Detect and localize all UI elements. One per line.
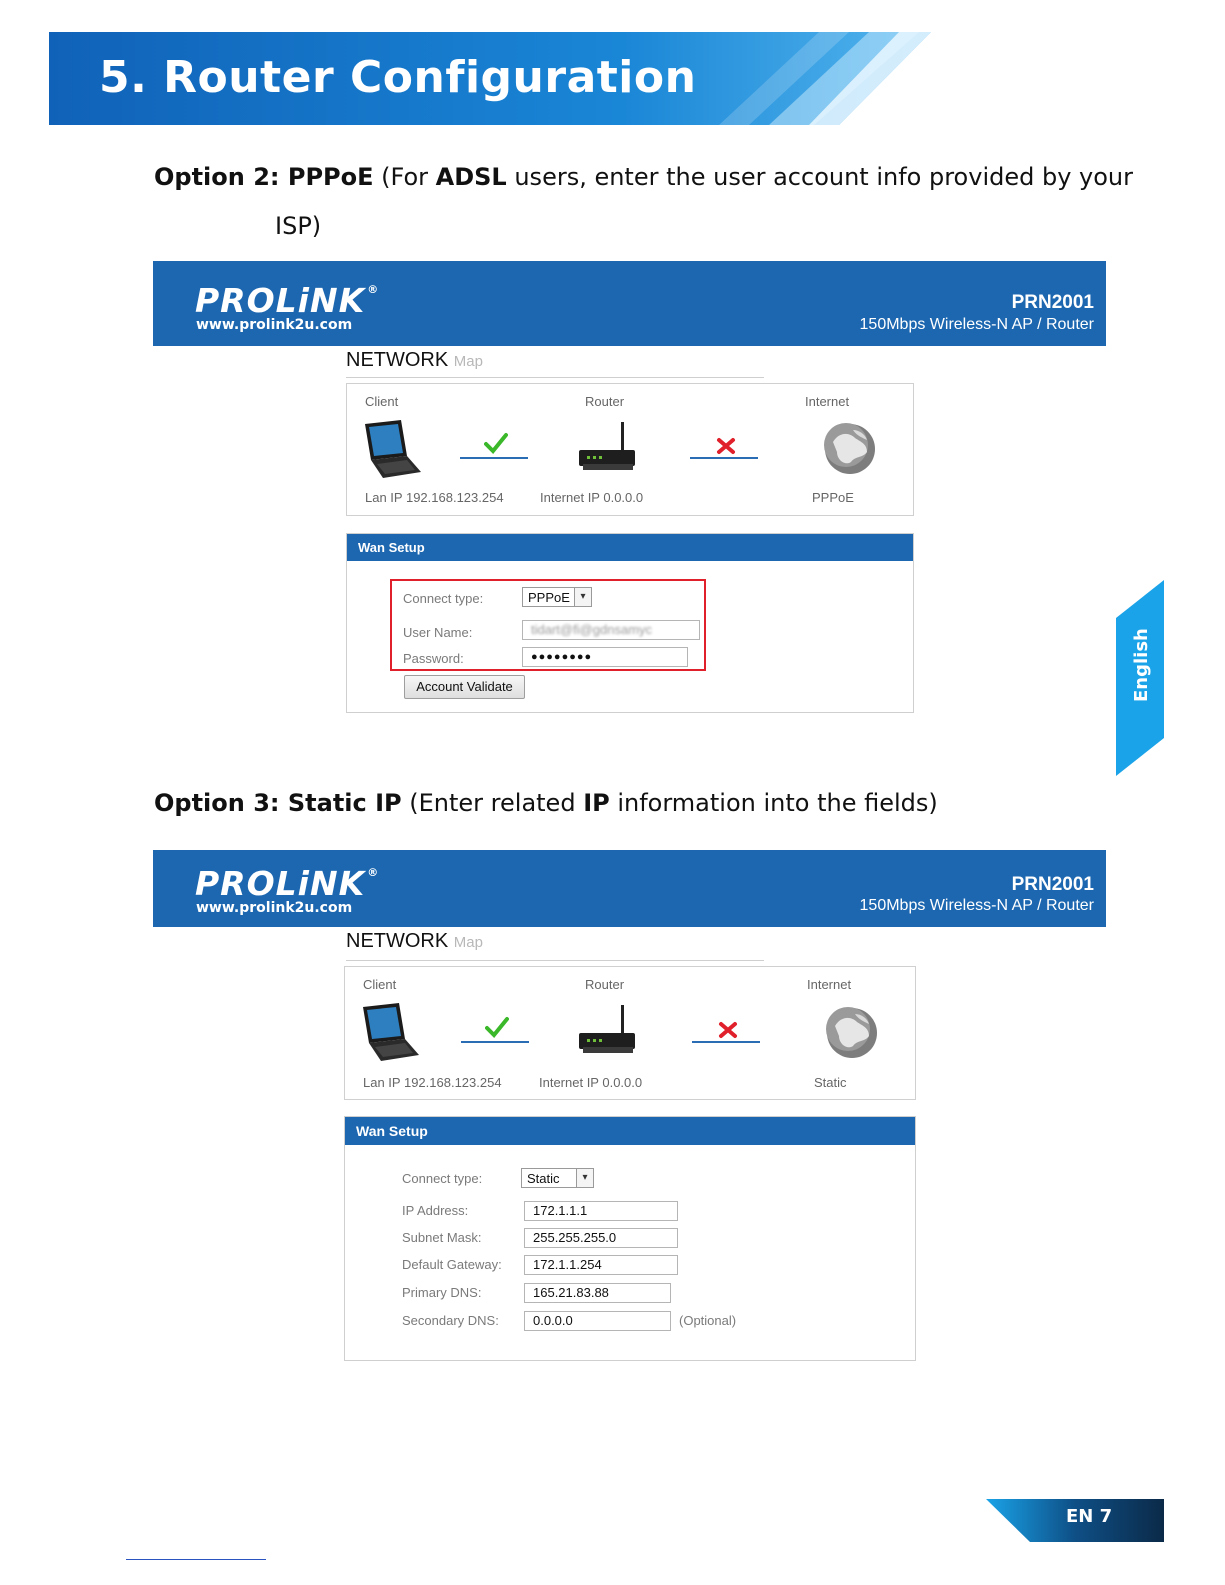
optional-note: (Optional) — [679, 1313, 737, 1328]
prolink-logo — [195, 281, 379, 320]
client-router-link — [460, 457, 528, 459]
globe-icon — [823, 422, 877, 476]
default-gateway-input[interactable]: 172.1.1.254 — [524, 1255, 678, 1275]
section-banner — [49, 32, 931, 125]
cross-icon — [716, 437, 736, 455]
router-label: Router — [585, 977, 625, 992]
option3-ip: IP — [583, 789, 610, 817]
network-word: NETWORK — [346, 349, 449, 371]
network-map — [346, 383, 914, 516]
lan-ip: Lan IP 192.168.123.254 — [365, 490, 504, 505]
language-label: English — [1131, 628, 1152, 702]
model-name: PRN2001 — [1011, 874, 1094, 895]
option2-text-a: (For — [373, 163, 436, 191]
logo-url: www.prolink2u.com — [196, 900, 353, 916]
registered-mark: ® — [367, 283, 380, 296]
connect-type-select[interactable] — [522, 587, 592, 607]
model-description: 150Mbps Wireless-N AP / Router — [859, 897, 1094, 914]
footer-line — [126, 1559, 266, 1560]
laptop-icon — [361, 420, 423, 480]
internet-ip: Internet IP 0.0.0.0 — [539, 1075, 643, 1090]
account-validate-button[interactable]: Account Validate — [404, 675, 525, 699]
option2-heading-line2: ISP) — [275, 212, 322, 240]
option2-heading — [154, 163, 1133, 191]
network-map — [344, 966, 916, 1100]
connect-type-label: Connect type: — [402, 1171, 483, 1186]
router-header — [153, 261, 1106, 346]
internet-ip: Internet IP 0.0.0.0 — [540, 490, 644, 505]
cross-icon — [718, 1021, 738, 1039]
option3-lead: Option 3: Static IP — [154, 789, 402, 817]
connect-type-value: Static — [527, 1171, 560, 1186]
router-header — [153, 850, 1106, 927]
wan-setup-panel — [344, 1116, 916, 1361]
connect-type-select[interactable] — [521, 1168, 594, 1188]
router-label: Router — [585, 394, 625, 409]
divider — [346, 960, 764, 961]
logo-url: www.prolink2u.com — [196, 317, 353, 333]
connect-type-label: Connect type: — [403, 591, 484, 606]
secondary-dns-input[interactable]: 0.0.0.0 — [524, 1311, 671, 1331]
primary-dns-input[interactable]: 165.21.83.88 — [524, 1283, 671, 1303]
model-name: PRN2001 — [1011, 292, 1094, 313]
internet-mode: PPPoE — [812, 490, 854, 505]
ip-address-input[interactable]: 172.1.1.1 — [524, 1201, 678, 1221]
registered-mark: ® — [367, 866, 380, 879]
internet-label: Internet — [805, 394, 850, 409]
router-internet-link — [692, 1041, 760, 1043]
wan-setup-title: Wan Setup — [347, 534, 913, 561]
client-label: Client — [365, 394, 399, 409]
internet-mode: Static — [814, 1075, 847, 1090]
chevron-down-icon[interactable]: ▾ — [576, 1169, 593, 1187]
option3-text-c: information into the fields) — [609, 789, 938, 817]
internet-label: Internet — [807, 977, 852, 992]
option3-heading — [154, 789, 938, 817]
router-internet-link — [690, 457, 758, 459]
page-title: 5. Router Configuration — [99, 52, 697, 103]
model-description: 150Mbps Wireless-N AP / Router — [859, 316, 1094, 333]
map-word: Map — [453, 353, 483, 370]
option3-text-a: (Enter related — [401, 789, 584, 817]
globe-icon — [825, 1006, 879, 1060]
chevron-down-icon[interactable]: ▾ — [574, 588, 591, 606]
network-word: NETWORK — [346, 930, 449, 952]
check-icon — [485, 1016, 509, 1038]
connect-type-value: PPPoE — [528, 590, 570, 605]
laptop-icon — [359, 1003, 421, 1063]
option2-lead: Option 2: PPPoE — [154, 163, 374, 191]
router-screenshot-pppoe — [153, 261, 1106, 723]
subnet-mask-input[interactable]: 255.255.255.0 — [524, 1228, 678, 1248]
logo-text: PROLiNK — [195, 864, 366, 903]
primary-dns-label: Primary DNS: — [402, 1285, 482, 1300]
user-name-value: tidart@fi@gdnsamyc — [531, 622, 653, 637]
map-word: Map — [453, 934, 483, 951]
divider — [346, 377, 764, 378]
user-name-input[interactable] — [522, 620, 700, 640]
check-icon — [484, 432, 508, 454]
lan-ip: Lan IP 192.168.123.254 — [363, 1075, 502, 1090]
network-map-title — [346, 930, 483, 953]
page-number: EN 7 — [1066, 1506, 1113, 1527]
option2-text-c: users, enter the user account info provided by your — [506, 163, 1134, 191]
option2-adsl: ADSL — [435, 163, 507, 191]
user-name-label: User Name: — [403, 625, 473, 640]
subnet-mask-label: Subnet Mask: — [402, 1230, 482, 1245]
client-label: Client — [363, 977, 397, 992]
client-router-link — [461, 1041, 529, 1043]
prolink-logo — [195, 864, 379, 903]
wan-setup-panel — [346, 533, 914, 713]
password-input[interactable]: ●●●●●●●● — [522, 647, 688, 667]
secondary-dns-label: Secondary DNS: — [402, 1313, 499, 1328]
wan-setup-title: Wan Setup — [345, 1117, 915, 1145]
password-label: Password: — [403, 651, 464, 666]
router-icon — [577, 1003, 639, 1059]
network-map-title — [346, 349, 483, 372]
default-gateway-label: Default Gateway: — [402, 1257, 502, 1272]
router-screenshot-static — [153, 850, 1106, 1362]
router-icon — [577, 420, 639, 476]
logo-text: PROLiNK — [195, 281, 366, 320]
ip-address-label: IP Address: — [402, 1203, 469, 1218]
